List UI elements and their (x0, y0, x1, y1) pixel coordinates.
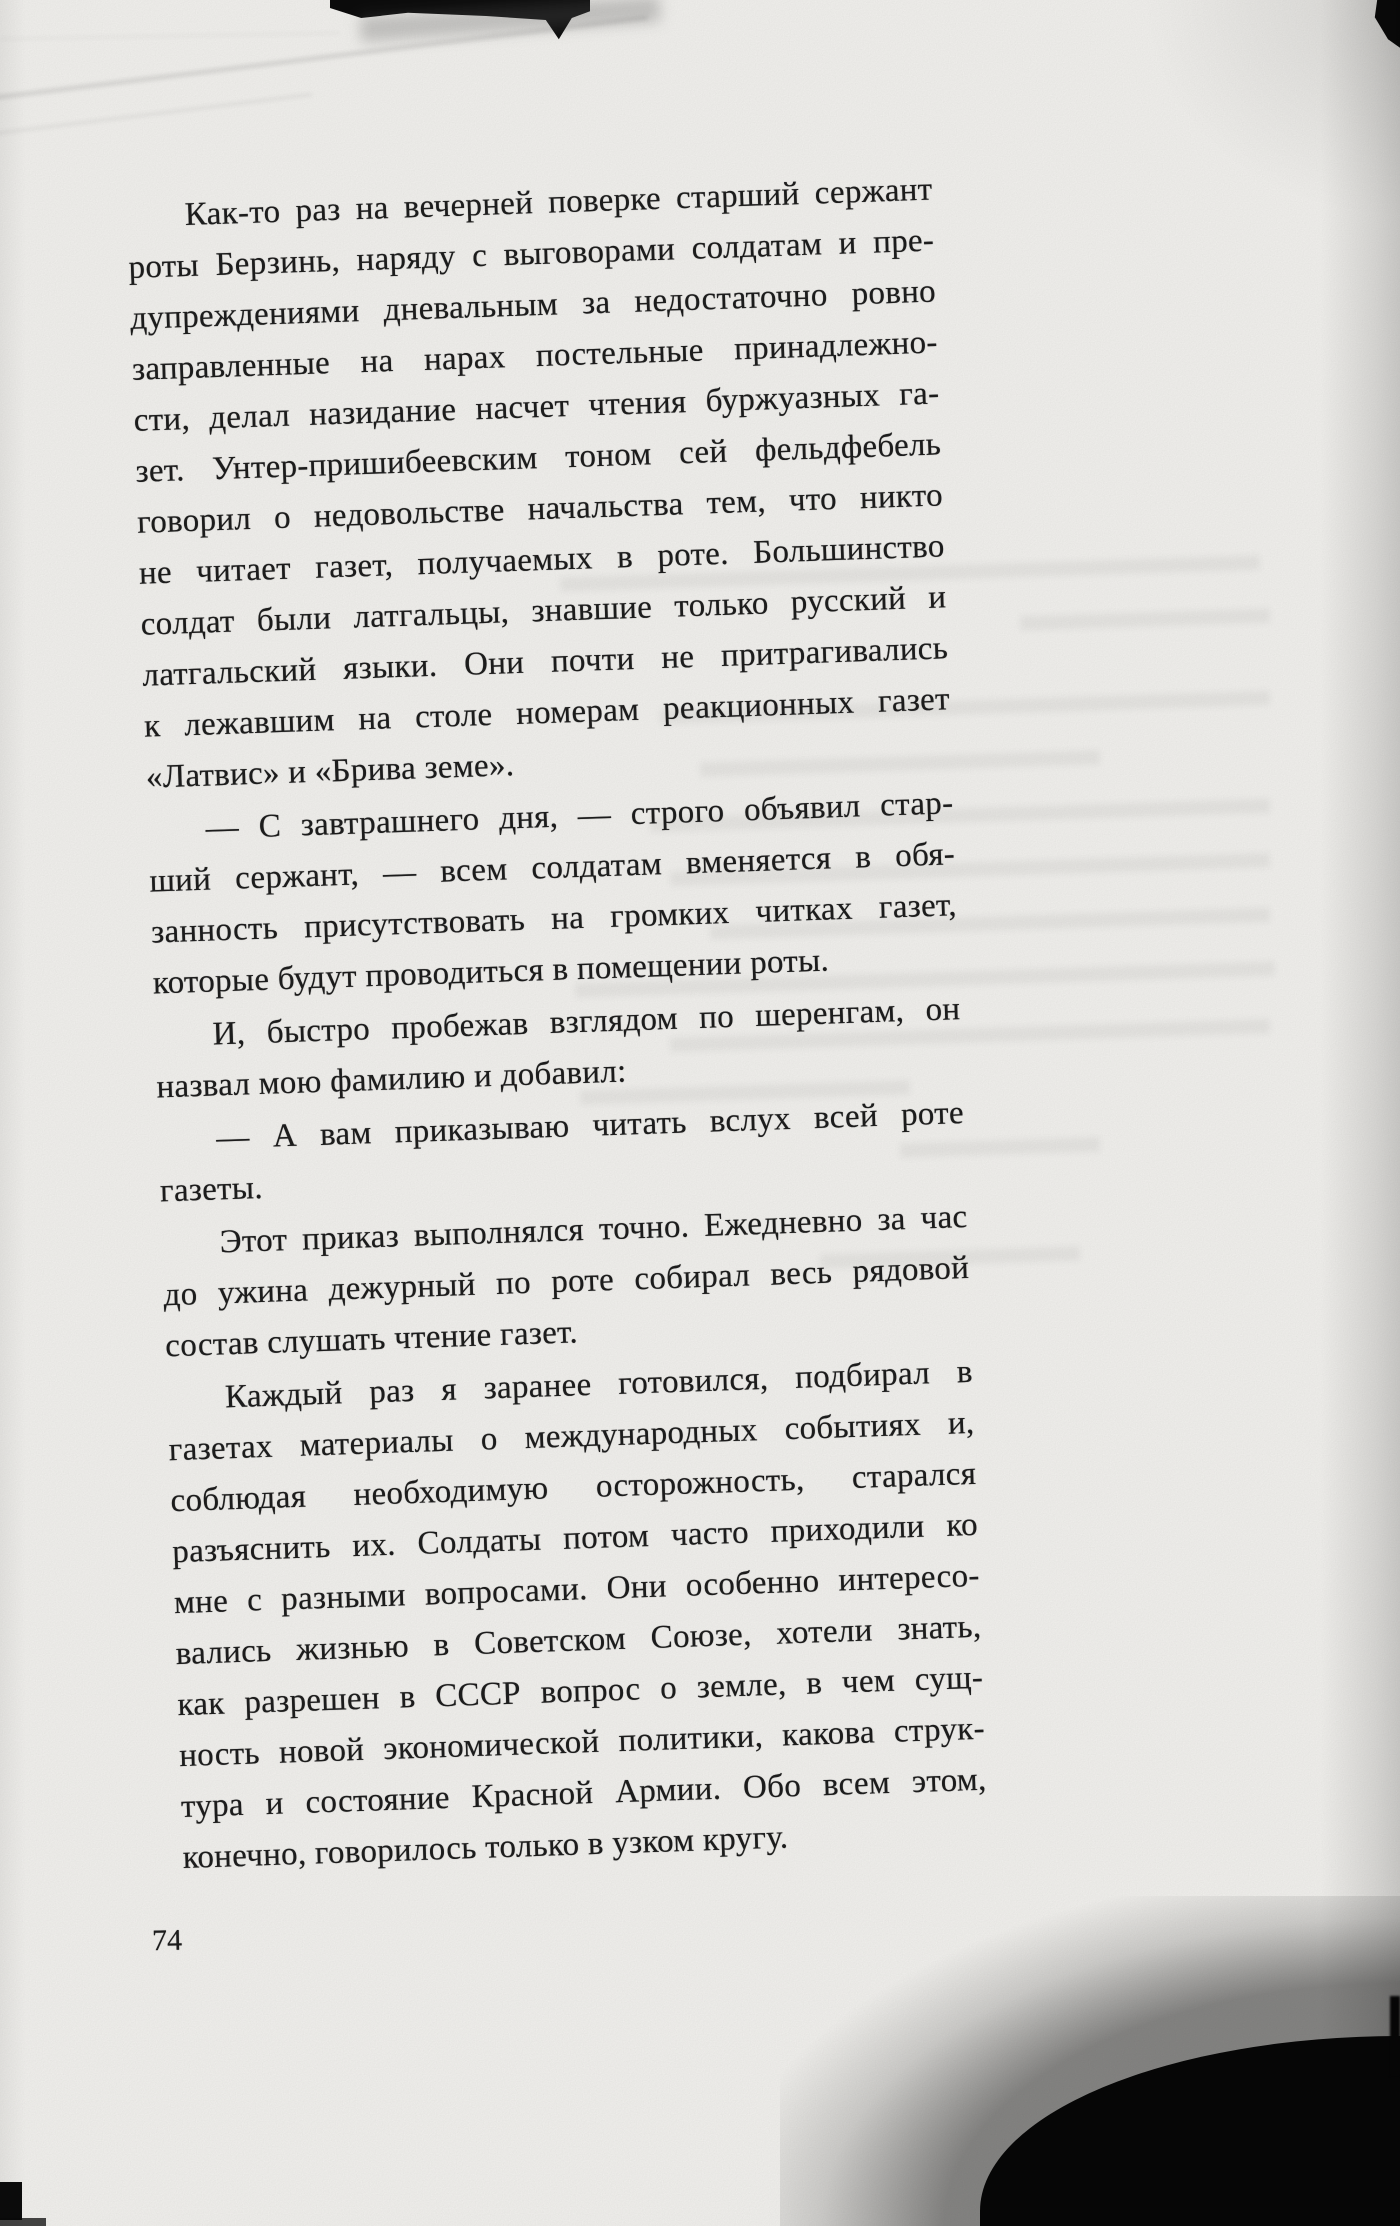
text-line: назвал мою фамилию и добавил: (155, 1053, 628, 1106)
text-line: до ужина дежурный по роте собирал весь рядовой (162, 1249, 970, 1314)
text-line: заправленные на нарах постельные принадлежно- (131, 324, 939, 388)
text-line: И, быстро пробежав взглядом по шеренгам, он (212, 991, 961, 1053)
page-text (126, 165, 989, 1886)
text-line: состав слушать чтение газет. (164, 1314, 579, 1365)
page-edge-shadow (0, 0, 26, 2226)
text-line: зет. Унтер-пришибеевским тоном сей фельдфебель (134, 426, 942, 490)
text-line: к лежавшим на столе номерам реакционных газет (143, 681, 951, 745)
text-line: — А вам приказываю читать вслух всей роте (215, 1095, 965, 1157)
text-line: газеты. (159, 1169, 264, 1210)
text-line: тура и состояние Красной Армии. Обо всем этом, (180, 1761, 988, 1826)
scan-edge-bottom-artifact (0, 2218, 46, 2226)
text-line: ность новой экономической политики, какова струк- (178, 1710, 986, 1775)
text-line: соблюдая необходимую осторожность, старался (169, 1455, 977, 1520)
text-line: дупреждениями дневальным за недостаточно ровно (129, 273, 937, 337)
paper-crease (0, 32, 340, 40)
paper-crease (0, 93, 312, 135)
paragraph (126, 165, 952, 804)
text-line: солдат были латгальцы, знавшие только русский и (140, 579, 947, 643)
text-line: сти, делал назидание насчет чтения буржуазных га- (133, 375, 940, 439)
text-line: газетах материалы о международных событиях и, (168, 1404, 975, 1469)
text-line: разъяснить их. Солдаты потом часто приходили ко (171, 1506, 979, 1571)
text-line: роты Берзинь, наряду с выговорами солдатам и пре- (127, 222, 935, 286)
paragraph (147, 778, 959, 1009)
paragraph (166, 1347, 989, 1884)
text-line: как разрешен в СССР вопрос о земле, в чем сущ- (176, 1659, 984, 1724)
text-line: латгальский языки. Они почти не притрагивались (141, 630, 949, 694)
text-line: вались жизнью в Советском Союзе, хотели знать, (175, 1608, 982, 1673)
text-line: Каждый раз я заранее готовился, подбирал в (224, 1353, 974, 1416)
text-line: «Латвис» и «Брива земе». (145, 747, 515, 796)
text-line: конечно, говорилось только в узком кругу. (182, 1819, 789, 1877)
page-edge-shadow (1320, 0, 1400, 2226)
text-line: ший сержант, — всем солдатам вменяется в обя- (148, 836, 956, 900)
page-number: 74 (151, 1923, 183, 1958)
text-line: Как-то раз на вечерней поверке старший сержант (184, 171, 933, 234)
text-line: говорил о недовольстве начальства тем, что никто (136, 477, 944, 541)
text-line: которые будут проводиться в помещении роты. (152, 942, 830, 1002)
text-line: мне с разными вопросами. Они особенно интересо- (173, 1557, 981, 1622)
scan-background-corner (1390, 1996, 1400, 2076)
text-line: не читает газет, получаемых в роте. Большинство (138, 528, 946, 592)
text-line: — С завтрашнего дня, — строго объявил стар- (205, 785, 954, 847)
ink-show-through-line (1020, 608, 1270, 631)
paragraph (161, 1192, 972, 1372)
text-line: Этот приказ выполнялся точно. Ежедневно за час (219, 1198, 968, 1261)
text-line: занность присутствовать на громких читках газет, (150, 887, 958, 951)
scan-edge-bottom-artifact (0, 2182, 22, 2220)
